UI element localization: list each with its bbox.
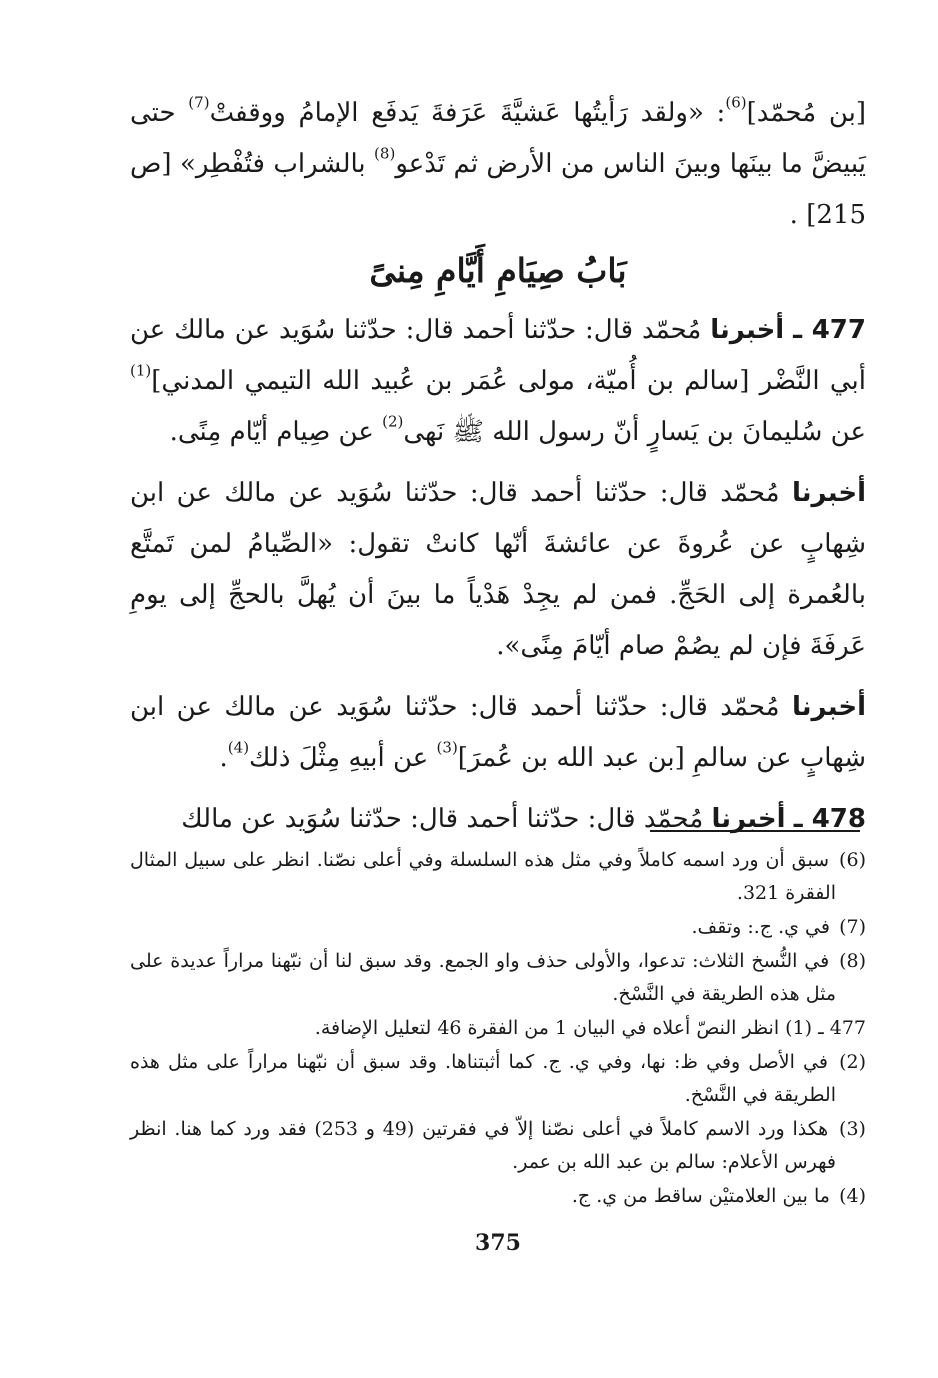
footnote-ref[interactable]: (7) [188,93,210,112]
footnote-text: في الأصل وفي ظ: نها، وفي ي. ج. كما أثبتناها. وقد سبق أن نبّهنا مراراً على مثل هذه الطريقة في النَّسْخ. [130,1051,836,1106]
intro-text: حتى يَبيضَّ ما بينَها وبينَ الناس من الأرض ثم تَدْعو [130,98,867,179]
footnote-marker: (6) [839,849,866,871]
footnote-4 [130,1180,866,1213]
footnote-text: في النُّسخ الثلاث: تدعوا، والأولى حذف واو الجمع. وقد سبق لنا أن نبّهنا مراراً عديدة على مثل هذه الطريقة في النَّسْخ. [130,950,836,1005]
footnote-ref[interactable]: (6) [725,93,747,112]
footnote-ref[interactable]: (4) [227,738,250,757]
footnote-marker: (4) [839,1185,866,1207]
footnote-marker: (3) [839,1118,866,1140]
footnote-ref[interactable]: (8) [374,144,396,163]
footnote-text: انظر النصّ أعلاه في البيان 1 من الفقرة 46 لتعليل الإضافة. [314,1017,780,1039]
chapter-title: بَابُ صِيَامِ أَيَّامِ مِنىً [369,251,627,290]
footnote-3 [130,1113,866,1179]
hadith-text: عن سُليمانَ بن يَسارٍ أنّ رسول الله ﷺ نَهى [403,417,866,447]
footnote-ref[interactable]: (1) [130,361,152,380]
footnote-ref[interactable]: (2) [382,412,404,431]
intro-paragraph [130,88,866,241]
hadith-paragraph-3 [130,682,866,784]
hadith-number: 478 ـ [793,804,866,834]
hadith-lead: أخبرنا [792,692,866,722]
intro-text: : «ولقد رَأيتُها عَشيَّةَ عَرَفةَ يَدفَع الإمامُ ووقفتْ [209,98,726,128]
footnote-list [130,844,866,1213]
footnote-marker: (2) [839,1051,866,1073]
hadith-text: . [219,743,228,773]
hadith-text: مُحمّد قال: حدّثنا أحمد قال: حدّثنا سُوَيد عن مالك [181,804,712,834]
hadith-lead: أخبرنا [792,478,866,508]
footnote-text: في ي. ج.: وتقف. [691,916,830,938]
footnote-marker: (8) [839,950,866,972]
footnote-text: سبق أن ورد اسمه كاملاً وفي مثل هذه السلسلة وفي أعلى نصّنا. انظر على سبيل المثال الفقرة 321. [130,849,836,904]
intro-text: [بن مُحمّد] [746,98,867,128]
hadith-number: 477 ـ [793,315,866,345]
footnote-2 [130,1046,866,1112]
footnotes-section [130,830,866,1214]
footnote-marker: 477 ـ (1) [785,1017,866,1039]
main-text [130,88,866,845]
hadith-text: عن أبيهِ مِثْلَ ذلك [249,743,437,773]
footnote-text: ما بين العلامتيْن ساقط من ي. ج. [571,1185,830,1207]
intro-text: بالشراب فتُفْطِر» [ص 215] . [130,149,866,230]
footnote-text: هكذا ورد الاسم كاملاً في أعلى نصّنا إلاّ في فقرتين (49 و 253) فقد ورد كما هنا. انظر فهرس الأعلام: سالم بن عبد الله بن عمر. [130,1118,836,1173]
book-page [130,88,866,1368]
hadith-text: عن صِيام أيّام مِنًى. [169,417,383,447]
hadith-477 [130,305,866,458]
hadith-lead: أخبرنا [710,315,785,345]
footnote-6 [130,844,866,910]
footnote-marker: (7) [839,916,866,938]
footnote-7 [130,911,866,944]
hadith-paragraph-2 [130,468,866,672]
hadith-text: مُحمّد قال: حدّثنا أحمد قال: حدّثنا سُوَيد عن مالك عن أبي النَّضْر [سالم بن أُميّة، مولى عُمَر بن عُبيد الله التيمي المدني] [130,315,866,396]
footnote-477-1 [130,1012,866,1045]
hadith-text: مُحمّد قال: حدّثنا أحمد قال: حدّثنا سُوَيد عن مالك عن ابن شِهابٍ عن عُروةَ عن عائشةَ أنّها كانتْ تقول: «الصِّيامُ لمن تَمتَّع بالعُمرة إلى الحَجِّ. فمن لم يجِدْ هَدْياً ما بينَ أن يُهلَّ بالحجِّ إلى يومِ عَرفَةَ فإن لم يصُمْ صام أيّامَ مِنًى». [130,478,866,661]
footnote-separator [650,830,860,832]
footnote-8 [130,945,866,1011]
hadith-text: مُحمّد قال: حدّثنا أحمد قال: حدّثنا سُوَيد عن مالك عن ابن شِهابٍ عن سالمِ [بن عبد الله بن عُمرَ] [130,692,866,773]
footnote-ref[interactable]: (3) [436,738,458,757]
hadith-lead: أخبرنا [711,804,786,834]
page-number: 375 [475,1230,521,1256]
